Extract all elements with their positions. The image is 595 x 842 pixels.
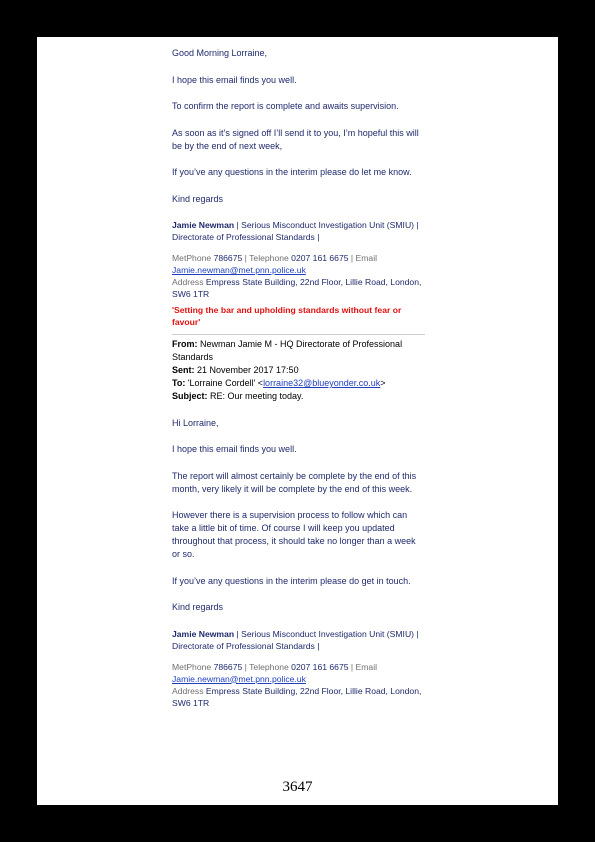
signature-email-link[interactable]: Jamie.newman@met.pnn.police.uk [172,265,306,275]
signature-motto: 'Setting the bar and upholding standards without fear or favour' [172,305,402,327]
metphone-number: 786675 [213,253,243,263]
email2-paragraph-3: However there is a supervision process to follow which can take a little bit of time. Of course I will keep you updated throughout that process, it should take no longer than a week or so. [172,510,416,559]
email1-greeting: Good Morning Lorraine, [172,48,268,58]
address-label: Address [172,685,206,696]
sent-value: 21 November 2017 17:50 [194,365,299,375]
quoted-email-header [172,338,425,403]
to-name: 'Lorraine Cordell' < [185,378,264,388]
to-email-link[interactable]: lorraine32@blueyonder.co.uk [263,378,381,388]
signature-unit: | Serious Misconduct Investigation Unit (SMIU) | Directorate of Professional Standards | [172,628,419,651]
email1-paragraph-1: I hope this email finds you well. [172,74,297,85]
signature-name: Jamie Newman [172,220,235,230]
email1-paragraph-3: As soon as it’s signed off I’ll send it to you, I’m hopeful this will be by the end of next week, [172,127,419,151]
address-label: Address [172,277,206,287]
email2-paragraph-1: I hope this email finds you well. [172,444,297,454]
signature-email-link[interactable]: Jamie.newman@met.pnn.police.uk [172,673,306,684]
email2-greeting: Hi Lorraine, [172,417,219,428]
subject-value: RE: Our meeting today. [207,391,304,401]
telephone-number: 0207 161 6675 [291,253,349,263]
document-page [37,37,558,805]
address-text: Empress State Building, 22nd Floor, Lillie Road, London, SW6 1TR [172,685,422,708]
telephone-number: 0207 161 6675 [291,661,349,672]
signature-name: Jamie Newman [172,628,235,639]
subject-label: Subject: [172,391,208,401]
email2-signoff: Kind regards [172,602,224,612]
metphone-label: MetPhone [172,661,214,672]
to-label: To: [172,378,186,388]
signature-block-2 [172,628,425,709]
email2-paragraph-2: The report will almost certainly be complete by the end of this month, very likely it will be complete by the end of this week. [172,470,417,494]
telephone-label: | Telephone [242,661,292,672]
email1-paragraph-2: To confirm the report is complete and awaits supervision. [172,101,399,111]
metphone-number: 786675 [213,661,243,672]
email2-paragraph-4: If you’ve any questions in the interim please do get in touch. [172,575,411,586]
telephone-label: | Telephone [242,253,292,263]
email-label: | Email [348,253,378,263]
email1-signoff: Kind regards [172,193,224,204]
from-value: Newman Jamie M - HQ Directorate of Professional Standards [172,339,403,362]
page-number: 3647 [282,779,313,795]
metphone-label: MetPhone [172,253,214,263]
email1-paragraph-4: If you’ve any questions in the interim please do let me know. [172,167,412,177]
email-label: | Email [348,661,378,672]
address-text: Empress State Building, 22nd Floor, Lillie Road, London, SW6 1TR [172,277,422,299]
signature-unit: | Serious Misconduct Investigation Unit (SMIU) | Directorate of Professional Standards | [172,220,419,242]
from-label: From: [172,339,198,349]
divider [172,334,425,335]
to-close: > [380,378,386,388]
email-thread [172,47,425,709]
signature-block [172,219,425,328]
sent-label: Sent: [172,365,195,375]
